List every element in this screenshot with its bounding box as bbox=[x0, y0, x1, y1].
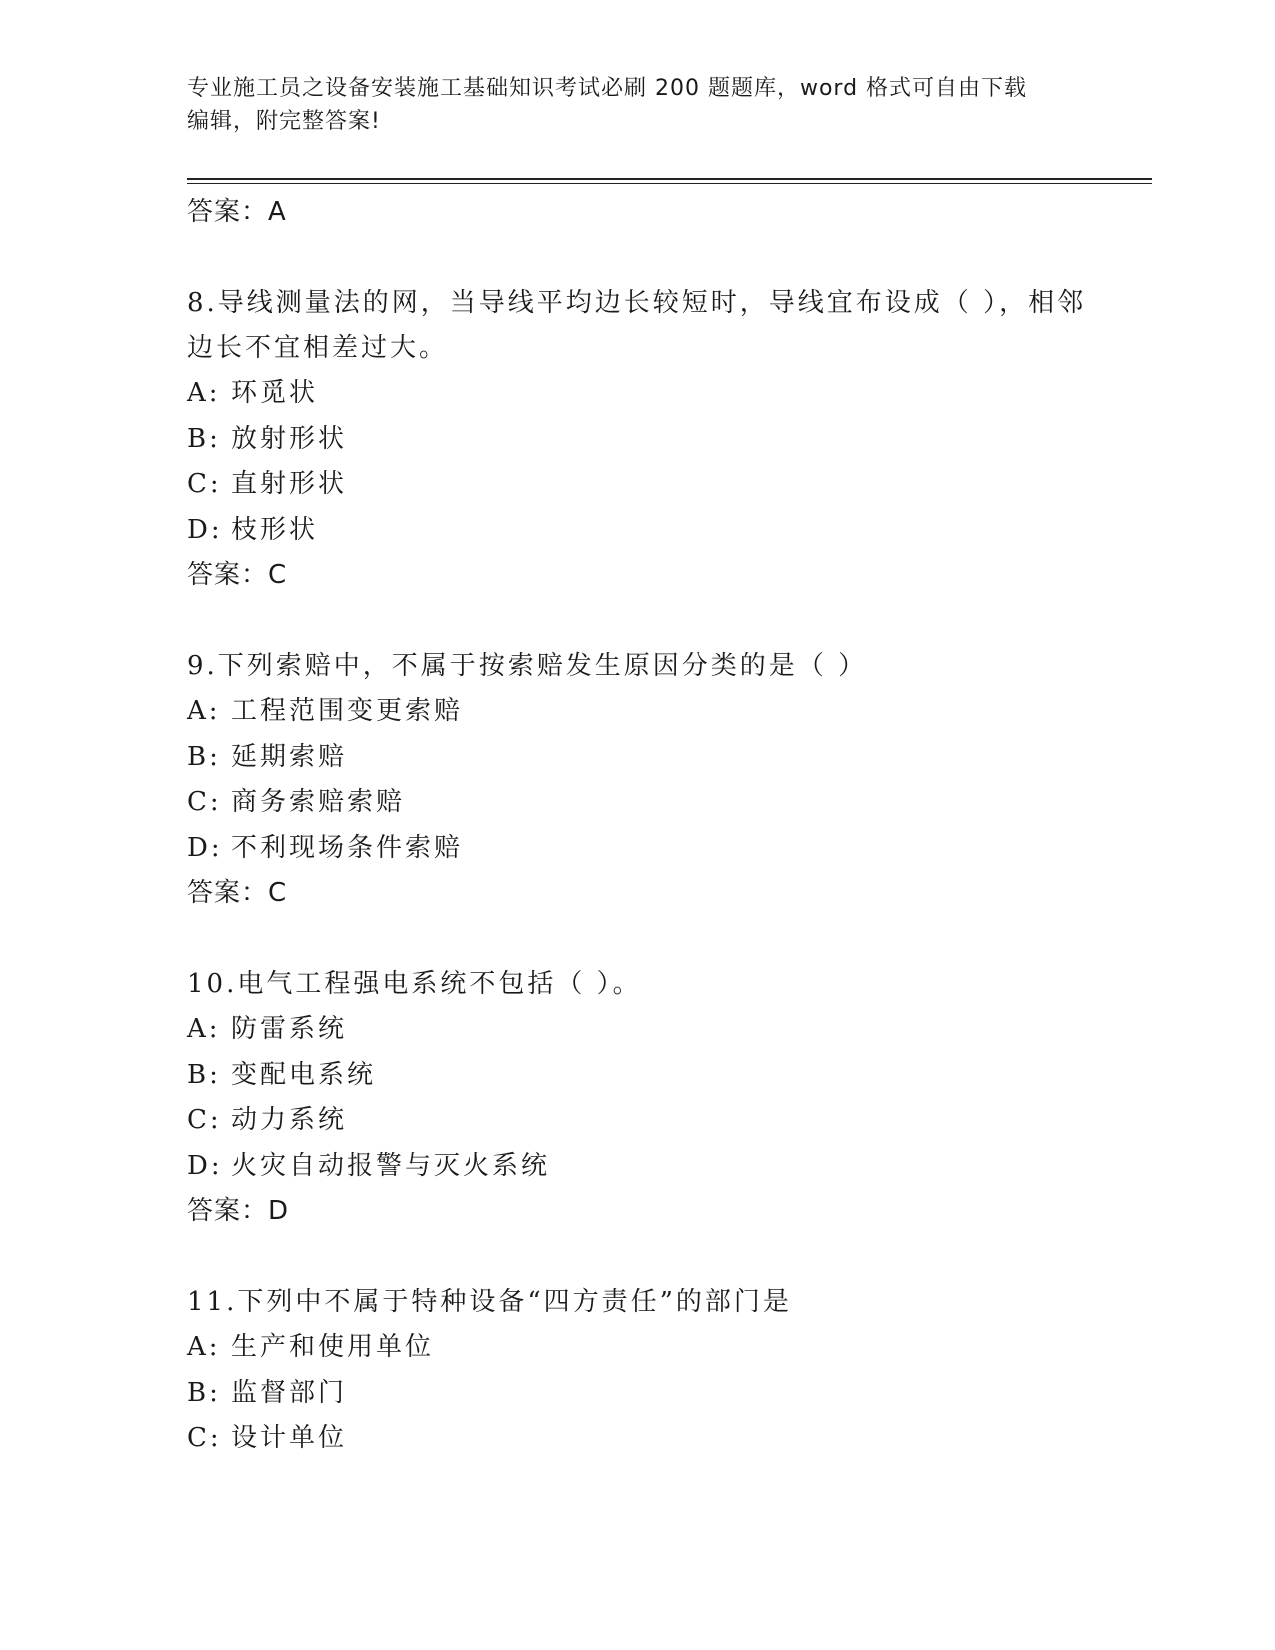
option-b bbox=[187, 1371, 1087, 1417]
option-text: 环觅状 bbox=[231, 378, 319, 408]
option-c bbox=[187, 780, 1087, 826]
answer-line: 答案：D bbox=[187, 1196, 290, 1226]
answer-line: 答案：C bbox=[187, 560, 288, 590]
option-key: C: bbox=[187, 1423, 222, 1453]
option-key: A: bbox=[187, 1014, 221, 1044]
option-key: D: bbox=[187, 514, 223, 545]
option-text: 延期索赔 bbox=[231, 741, 348, 772]
option-key: D: bbox=[187, 1150, 223, 1181]
question-text: 10.电气工程强电系统不包括（ ）。 bbox=[187, 969, 642, 999]
option-key: C: bbox=[187, 1105, 222, 1135]
option-a bbox=[187, 689, 1087, 735]
option-c bbox=[187, 1416, 1087, 1462]
option-a bbox=[187, 371, 1087, 417]
option-key: A: bbox=[187, 1332, 221, 1362]
option-key: B: bbox=[187, 1377, 221, 1408]
question-10 bbox=[187, 962, 1087, 1233]
option-text: 动力系统 bbox=[231, 1105, 348, 1135]
option-text: 工程范围变更索赔 bbox=[231, 696, 464, 726]
option-c bbox=[187, 1098, 1087, 1144]
header-line-2: 编辑，附完整答案! bbox=[187, 109, 381, 134]
question-8 bbox=[187, 281, 1087, 597]
option-d bbox=[187, 508, 1087, 554]
option-text: 不利现场条件索赔 bbox=[231, 832, 464, 863]
option-c bbox=[187, 462, 1087, 508]
answer-line: 答案：C bbox=[187, 878, 288, 908]
option-key: D: bbox=[187, 832, 223, 863]
header-rule-thin bbox=[187, 183, 1152, 184]
option-text: 直射形状 bbox=[231, 469, 348, 499]
option-text: 设计单位 bbox=[231, 1423, 348, 1453]
option-text: 放射形状 bbox=[231, 423, 348, 454]
option-text: 监督部门 bbox=[231, 1377, 348, 1408]
option-d bbox=[187, 826, 1087, 872]
option-a bbox=[187, 1325, 1087, 1371]
option-key: A: bbox=[187, 378, 221, 408]
option-key: B: bbox=[187, 1059, 221, 1090]
option-b bbox=[187, 1053, 1087, 1099]
question-11 bbox=[187, 1280, 1087, 1462]
option-key: C: bbox=[187, 469, 222, 499]
option-text: 变配电系统 bbox=[231, 1059, 377, 1090]
answer-line: 答案：A bbox=[187, 197, 287, 227]
question-text: 8.导线测量法的网，当导线平均边长较短时，导线宜布设成（ ），相邻边长不宜相差过大。 bbox=[187, 288, 1087, 363]
option-key: B: bbox=[187, 423, 221, 454]
option-d bbox=[187, 1144, 1087, 1190]
option-text: 商务索赔索赔 bbox=[231, 787, 406, 817]
question-text: 11.下列中不属于特种设备“四方责任”的部门是 bbox=[187, 1287, 792, 1317]
header-line-1: 专业施工员之设备安装施工基础知识考试必刷 200 题题库，word 格式可自由下载 bbox=[187, 76, 1028, 101]
header-rule-thick bbox=[187, 178, 1152, 180]
question-9 bbox=[187, 644, 1087, 915]
option-text: 防雷系统 bbox=[231, 1014, 348, 1044]
option-text: 生产和使用单位 bbox=[231, 1332, 435, 1362]
question-text: 9.下列索赔中，不属于按索赔发生原因分类的是（ ） bbox=[187, 651, 868, 681]
option-key: C: bbox=[187, 787, 222, 817]
option-text: 火灾自动报警与灭火系统 bbox=[231, 1150, 551, 1181]
option-a bbox=[187, 1007, 1087, 1053]
option-text: 枝形状 bbox=[231, 514, 319, 545]
option-b bbox=[187, 417, 1087, 463]
question-list bbox=[187, 190, 1087, 1509]
document-header bbox=[187, 72, 1087, 138]
option-b bbox=[187, 735, 1087, 781]
option-key: A: bbox=[187, 696, 221, 726]
option-key: B: bbox=[187, 741, 221, 772]
